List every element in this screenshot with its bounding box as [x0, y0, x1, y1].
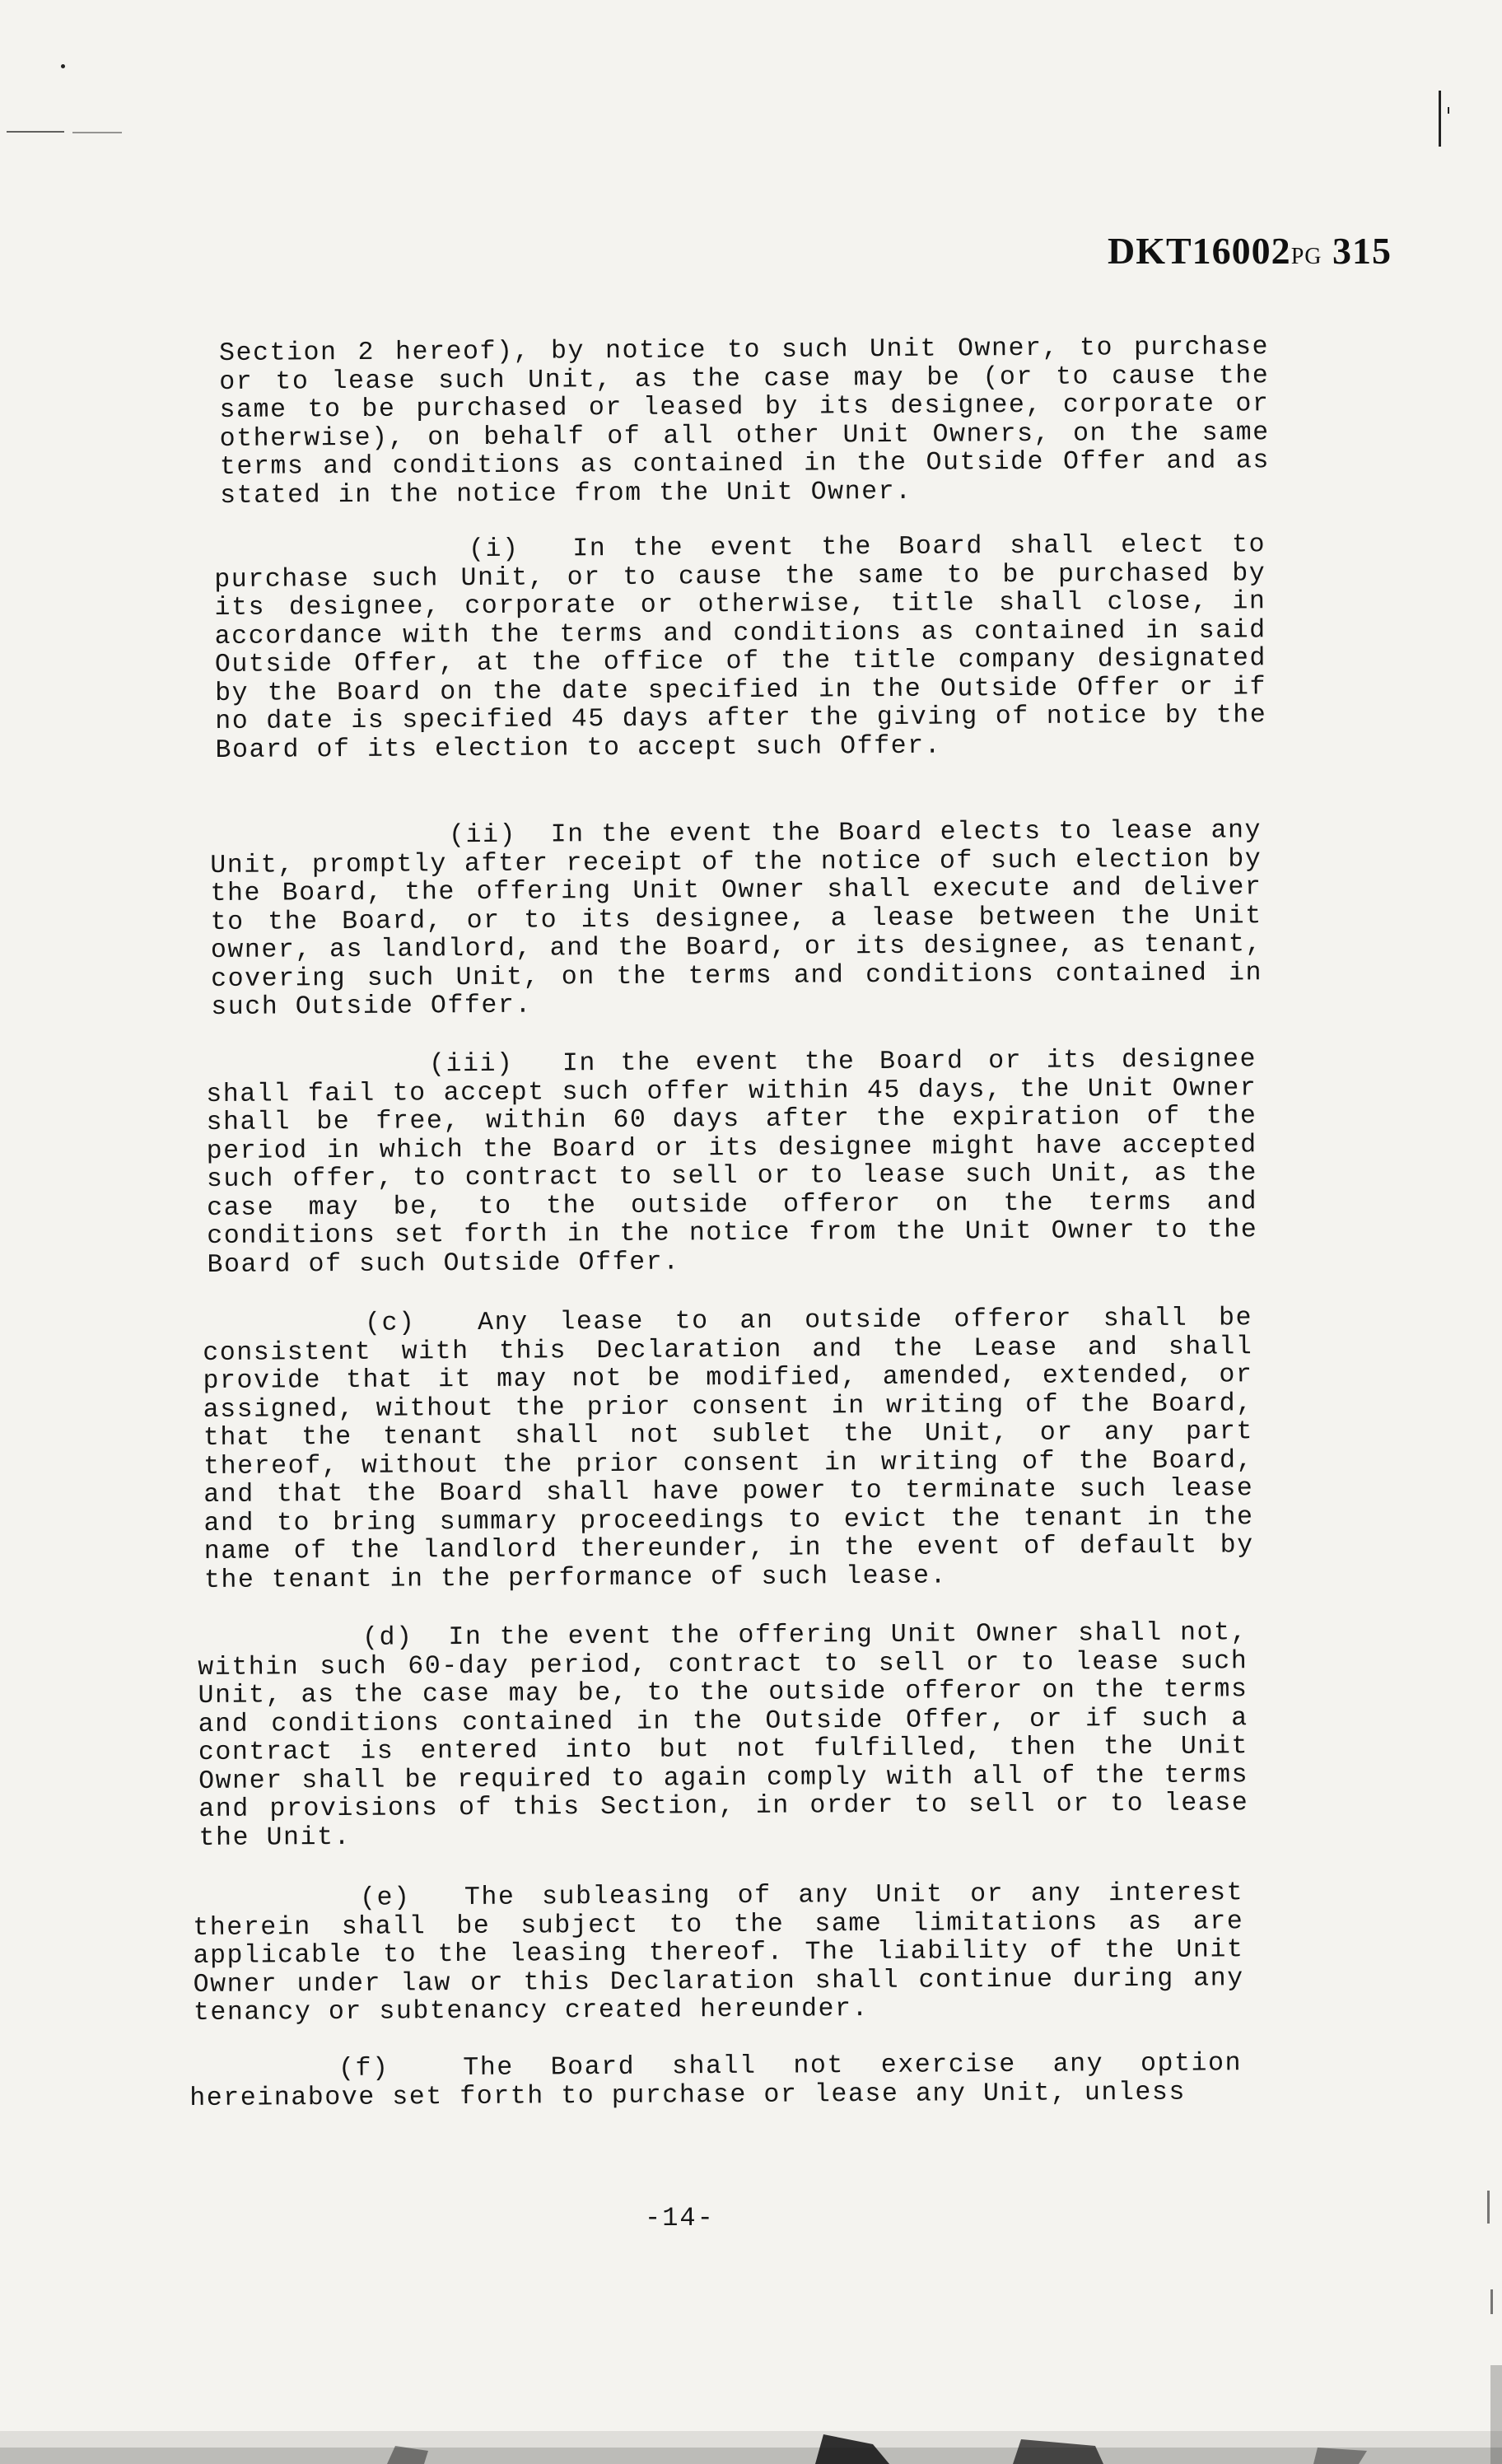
scan-dot [61, 64, 65, 68]
scan-dash-mark [72, 132, 122, 133]
paragraph-label: (iii) [428, 1049, 514, 1080]
paragraph-i [214, 531, 1267, 765]
paragraph-text: In the event the Board elects to lease any Unit, promptly after receipt of the notice of such election by the Board, the offering Unit Owner shall execute and deliver to the Board, or to its designee, a lease between the Unit owner, as landlord, and the Board, or its designee, as tenant, covering such Unit, on the terms and conditions contained in such Outside Offer. [210, 816, 1263, 1022]
paragraph-text: Section 2 hereof), by notice to such Unit Owner, to purchase or to lease such Unit, as the case may be (or to cause the same to be purchased or leased by its designee, corporate or otherwise), on behalf of all other Unit Owners, on the same terms and conditions as contained in the Outside Offer and as stated in the notice from the Unit Owner. [218, 333, 1271, 511]
scan-edge-mark [1490, 2289, 1493, 2314]
paragraph-text: In the event the Board or its designee shall fail to accept such offer within 45 days, the Unit Owner shall be free, within 60 days after the expiration of the period in which the Board or its designee might have accepted such offer, to contract to sell or to lease such Unit, as the case may be, to the outside offeror on the terms and conditions set forth in the notice from the Unit Owner to the Board of such Outside Offer. [206, 1045, 1258, 1280]
paragraph-ii [210, 817, 1262, 1022]
paragraph-label: (e) [359, 1883, 411, 1913]
scan-edge-mark [1439, 91, 1441, 147]
paragraph-continuation [219, 334, 1270, 511]
paragraph-label: (d) [362, 1623, 413, 1653]
paragraph-text: In the event the offering Unit Owner shall not, within such 60-day period, contract to sell or to lease such Unit, as the case may be, to the outside offeror on the terms and conditions contained in the Outside Offer, or if such a contract is entered into but not fulfilled, then the Unit Owner shall be required to again comply with all of the terms and provisions of this Section, in order to sell or to lease the Unit. [198, 1618, 1249, 1853]
paragraph-label: (i) [468, 534, 520, 565]
paragraph-label: (ii) [448, 820, 517, 851]
book-ref: DKT16002 [1108, 230, 1291, 272]
paragraph-d [198, 1619, 1249, 1853]
paragraph-text: The subleasing of any Unit or any interest therein shall be subject to the same limitations as are applicable to the leasing thereof. The liability of the Unit Owner under law or this Declaration shall continue during any tenancy or subtenancy created hereunder. [193, 1878, 1244, 2028]
page-prefix: PG [1290, 244, 1322, 269]
paragraph-text: In the event the Board shall elect to purchase such Unit, or to cause the same to be purchased by its designee, corporate or otherwise, title shall close, in accordance with the terms and conditions as contained in said Outside Offer, at the office of the title company designated by the Board on the date specified in the Outside Offer or if no date is specified 45 days after the giving of notice by the Board of its election to accept such Offer. [214, 530, 1267, 765]
paragraph-e [193, 1879, 1244, 2028]
paragraph-c [203, 1304, 1254, 1595]
scan-dash-mark [7, 131, 64, 133]
paragraph-f [189, 2050, 1242, 2113]
book-page-stamp [1108, 229, 1392, 273]
scan-edge-mark [1448, 107, 1449, 114]
paragraph-text: The Board shall not exercise any option hereinabove set forth to purchase or lease any Unit, unless [189, 2049, 1243, 2113]
paragraph-text: Any lease to an outside offeror shall be consistent with this Declaration and the Lease and shall provide that it may not be modified, amended, extended, or assigned, without the prior consent in writing of the Board, that the tenant shall not sublet the Unit, or any part thereof, without the prior consent in writing of the Board, and that the Board shall have power to terminate such lease and to bring summary proceedings to evict the tenant in the name of the landlord thereunder, in the event of default by the tenant in the performance of such lease. [203, 1304, 1254, 1595]
paragraph-iii [206, 1046, 1258, 1280]
scan-edge-mark [1487, 2191, 1490, 2224]
page-number: -14- [645, 2203, 715, 2233]
paragraph-label: (c) [364, 1309, 416, 1338]
page-ref: 315 [1332, 230, 1392, 272]
scan-noise-bottom [0, 2365, 1502, 2464]
paragraph-label: (f) [338, 2054, 389, 2084]
